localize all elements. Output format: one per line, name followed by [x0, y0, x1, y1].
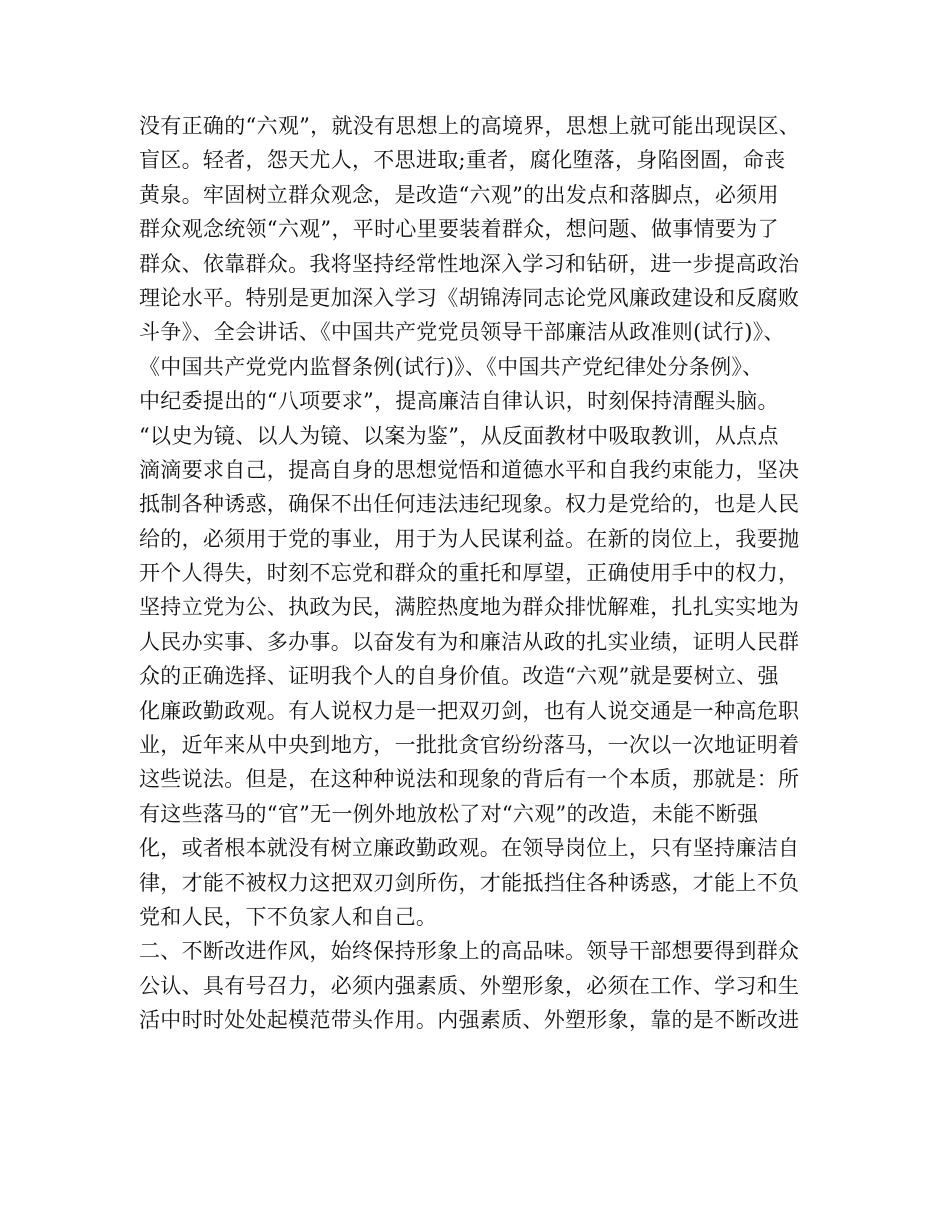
text-line: 党和人民，下不负家人和自己。 — [139, 904, 438, 929]
text-line: 没有正确的“六观”，就没有思想上的高境界，思想上就可能出现误区、 — [139, 114, 801, 138]
text-line: 群众、依靠群众。我将坚持经常性地深入学习和钻研，进一步提高政治 — [139, 251, 800, 276]
text-line: “以史为镜、以人为镜、以案为鉴”，从反面教材中吸取教训，从点点 — [139, 423, 779, 448]
text-line: 群众观念统领“六观”，平时心里要装着群众，想问题、做事情要为了 — [139, 217, 779, 242]
text-line: 化，或者根本就没有树立廉政勤政观。在领导岗位上，只有坚持廉洁自 — [139, 836, 800, 861]
text-line: 斗争》、全会讲话、《中国共产党党员领导干部廉洁从政准则(试行)》、 — [139, 320, 785, 345]
body-text — [139, 109, 839, 1038]
text-line: 盲区。轻者，怨天尤人，不思进取;重者，腐化堕落，身陷囹圄，命丧 — [139, 148, 786, 173]
text-line: 活中时时处处起模范带头作用。内强素质、外塑形象，靠的是不断改进 — [139, 1008, 800, 1033]
text-line: 开个人得失，时刻不忘党和群众的重托和厚望，正确使用手中的权力， — [139, 561, 800, 586]
text-line: 坚持立党为公、执政为民，满腔热度地为群众排忧解难，扎扎实实地为 — [139, 595, 800, 620]
text-line: 中纪委提出的“八项要求”，提高廉洁自律认识，时刻保持清醒头脑。 — [139, 389, 779, 414]
text-line: 理论水平。特别是更加深入学习《胡锦涛同志论党风廉政建设和反腐败 — [139, 285, 800, 310]
text-line: 化廉政勤政观。有人说权力是一把双刃剑，也有人说交通是一种高危职 — [139, 698, 800, 723]
text-line: 业，近年来从中央到地方，一批批贪官纷纷落马，一次以一次地证明着 — [139, 733, 800, 758]
text-line: 众的正确选择、证明我个人的自身价值。改造“六观”就是要树立、强 — [139, 664, 779, 689]
text-line: 滴滴要求自己，提高自身的思想觉悟和道德水平和自我约束能力，坚决 — [139, 457, 800, 482]
text-line: 律，才能不被权力这把双刃剑所伤，才能抵挡住各种诱惑，才能上不负 — [139, 870, 800, 895]
text-line: 给的，必须用于党的事业，用于为人民谋利益。在新的岗位上，我要抛 — [139, 526, 800, 551]
text-line: 人民办实事、多办事。以奋发有为和廉洁从政的扎实业绩，证明人民群 — [139, 629, 800, 654]
text-line: 抵制各种诱惑，确保不出任何违法违纪现象。权力是党给的，也是人民 — [139, 492, 800, 517]
text-line: 有这些落马的“官”无一例外地放松了对“六观”的改造，未能不断强 — [139, 801, 759, 826]
text-line: 二、不断改进作风，始终保持形象上的高品味。领导干部想要得到群众 — [139, 939, 800, 964]
text-line: 这些说法。但是，在这种种说法和现象的背后有一个本质，那就是：所 — [139, 767, 800, 792]
text-line: 《中国共产党党内监督条例(试行)》、《中国共产党纪律处分条例》、 — [139, 354, 764, 379]
text-line: 黄泉。牢固树立群众观念，是改造“六观”的出发点和落脚点，必须用 — [139, 182, 779, 207]
text-line: 公认、具有号召力，必须内强素质、外塑形象，必须在工作、学习和生 — [139, 973, 800, 998]
